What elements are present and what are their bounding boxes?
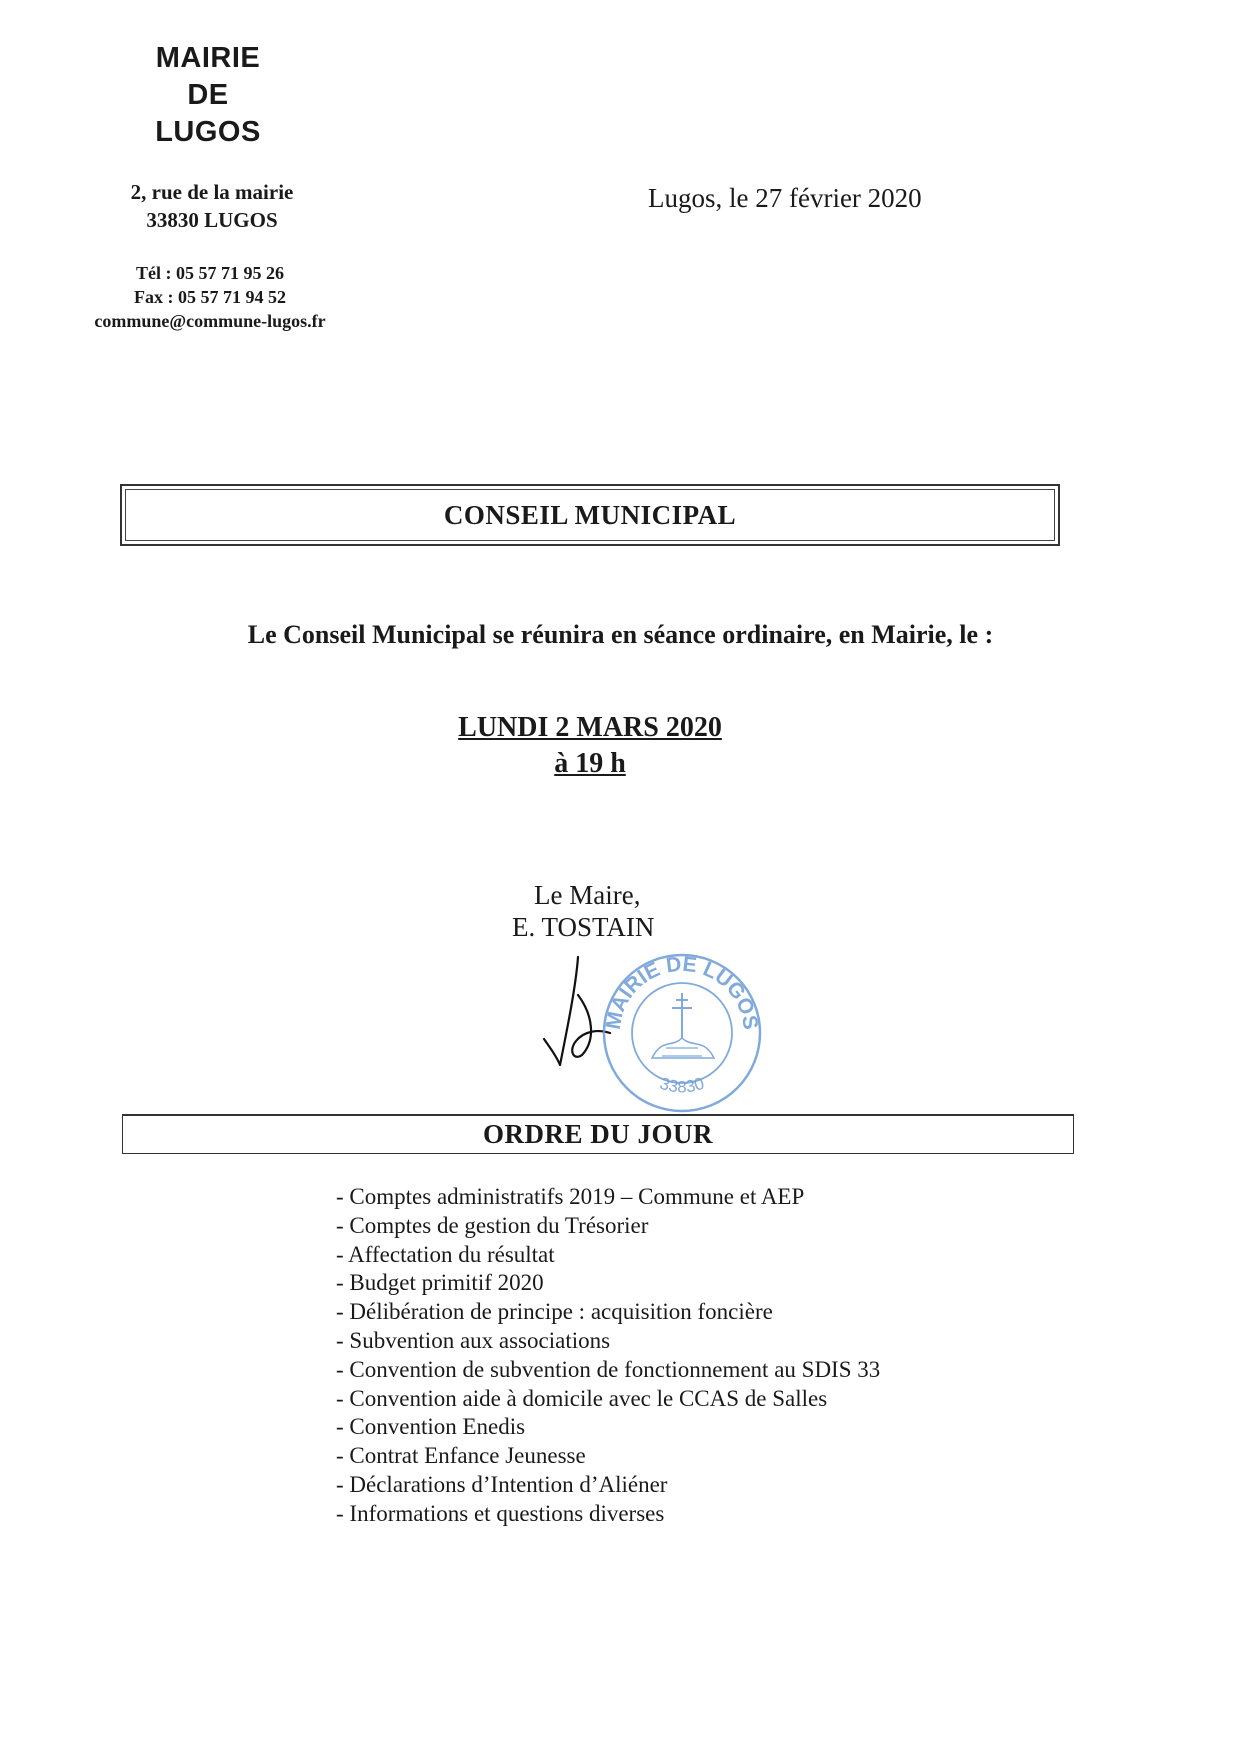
signatory-role: Le Maire,	[534, 880, 641, 910]
letter-date: Lugos, le 27 février 2020	[648, 183, 922, 213]
agenda-item: - Convention aide à domicile avec le CCAS de Salles	[336, 1385, 828, 1411]
mairie-line: DE	[187, 79, 229, 111]
agenda-item: - Budget primitif 2020	[336, 1270, 544, 1296]
address-city: 33830 LUGOS	[146, 208, 278, 232]
agenda-item: - Déclarations d’Intention d’Aliéner	[336, 1471, 668, 1497]
stamp-text-top: MAIRIE DE LUGOS	[601, 952, 763, 1032]
email-address: commune@commune-lugos.fr	[94, 311, 326, 331]
stamp-text-bottom: 33830	[657, 1073, 707, 1097]
mairie-header	[118, 40, 298, 151]
fax-number: Fax : 05 57 71 94 52	[134, 287, 286, 307]
meeting-date: LUNDI 2 MARS 2020	[458, 712, 722, 743]
mairie-line: LUGOS	[155, 116, 261, 148]
address-block	[88, 178, 336, 234]
conseil-title-box	[120, 484, 1060, 546]
mairie-stamp	[592, 938, 772, 1118]
conseil-title: CONSEIL MUNICIPAL	[443, 499, 737, 530]
phone-number: Tél : 05 57 71 95 26	[136, 263, 284, 283]
meeting-time: à 19 h	[554, 748, 626, 779]
agenda-item: - Subvention aux associations	[336, 1327, 611, 1353]
signatory-name: E. TOSTAIN	[512, 912, 655, 942]
contact-block	[60, 261, 360, 333]
agenda-item: - Convention de subvention de fonctionnement au SDIS 33	[336, 1356, 881, 1382]
agenda-item: - Contrat Enfance Jeunesse	[336, 1443, 586, 1469]
mairie-line: MAIRIE	[155, 42, 261, 74]
agenda-item: - Comptes administratifs 2019 – Commune et AEP	[336, 1184, 805, 1209]
agenda-list	[336, 1183, 880, 1529]
convocation-text: Le Conseil Municipal se réunira en séance ordinaire, en Mairie, le :	[247, 620, 994, 649]
agenda-item: - Comptes de gestion du Trésorier	[336, 1212, 649, 1238]
ordre-du-jour-title: ORDRE DU JOUR	[482, 1119, 713, 1149]
agenda-item: - Informations et questions diverses	[336, 1500, 665, 1526]
svg-text:33830	[658, 1074, 707, 1097]
address-street: 2, rue de la mairie	[130, 180, 294, 204]
agenda-item: - Affectation du résultat	[336, 1241, 555, 1267]
agenda-item: - Convention Enedis	[336, 1414, 526, 1440]
ordre-du-jour-title-box	[122, 1114, 1074, 1154]
agenda-item: - Délibération de principe : acquisition foncière	[336, 1299, 773, 1325]
